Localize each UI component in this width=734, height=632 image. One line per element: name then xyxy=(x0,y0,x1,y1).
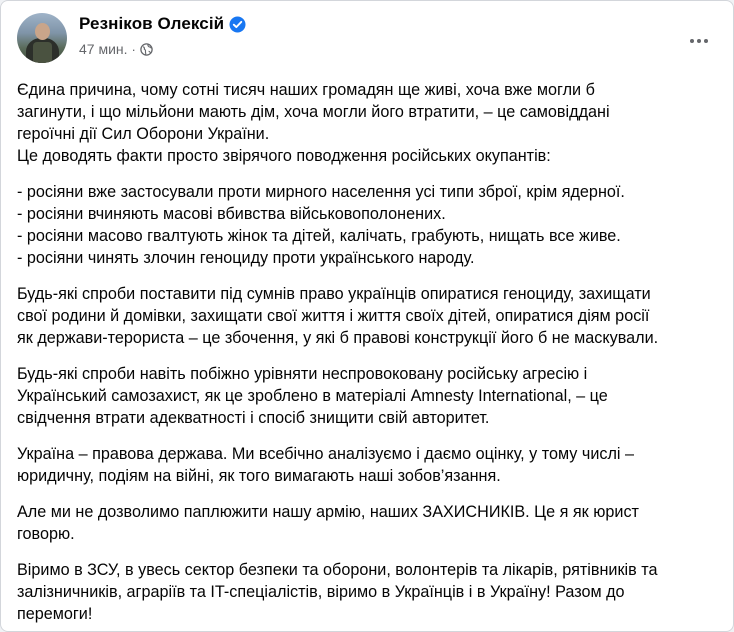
post-paragraph xyxy=(17,79,722,167)
post-header xyxy=(17,13,717,63)
text-line: перемоги! xyxy=(17,605,93,623)
text-line: залізничників, аграріїв та IT-спеціалістів, віримо в Українців і в Україну! Разом до xyxy=(17,583,625,601)
text-line: Але ми не дозволимо паплюжити нашу армію, наших ЗАХИСНИКІВ. Це я як юрист xyxy=(17,503,639,521)
text-line: - росіяни вчиняють масові вбивства військовополонених. xyxy=(17,205,446,223)
text-line: свої родини й домівки, захищати свої життя і життя своїх дітей, опиратися діям росії xyxy=(17,307,650,325)
post-paragraph xyxy=(17,181,722,269)
author-avatar[interactable] xyxy=(17,13,67,63)
post-paragraph xyxy=(17,363,722,429)
avatar-figure-vest xyxy=(33,42,52,63)
post-text xyxy=(17,79,722,632)
post-paragraph xyxy=(17,559,722,625)
text-line: - росіяни масово гвалтують жінок та дітей, калічать, грабують, нищать все живе. xyxy=(17,227,621,245)
text-line: Це доводять факти просто звірячого поводження російських окупантів: xyxy=(17,147,551,165)
post-paragraph xyxy=(17,283,722,349)
text-line: Будь-які спроби поставити під сумнів право українців опиратися геноциду, захищати xyxy=(17,285,651,303)
text-line: Віримо в ЗСУ, в увесь сектор безпеки та оборони, волонтерів та лікарів, рятівників та xyxy=(17,561,658,579)
text-line: Україна – правова держава. Ми всебічно аналізуємо і даємо оцінку, у тому числі – xyxy=(17,445,635,463)
more-options-button[interactable] xyxy=(681,23,717,59)
text-line: говорю. xyxy=(17,525,75,543)
globe-icon[interactable] xyxy=(140,43,153,56)
post-timestamp[interactable]: 47 мин. xyxy=(79,41,128,57)
avatar-figure-head xyxy=(35,23,50,40)
post-meta xyxy=(79,41,153,57)
verified-badge-icon xyxy=(229,16,246,33)
text-line: свідчення втрати адекватності і спосіб знищити свій авторитет. xyxy=(17,409,490,427)
post-paragraph xyxy=(17,443,722,487)
meta-separator: · xyxy=(131,41,136,57)
text-line: Український самозахист, як це зроблено в матеріалі Amnesty International, – це xyxy=(17,387,608,405)
text-line: - росіяни вже застосували проти мирного населення усі типи зброї, крім ядерної. xyxy=(17,183,625,201)
text-line: героїчні дії Сил Оборони України. xyxy=(17,125,270,143)
more-options-icon xyxy=(690,39,708,43)
text-line: Єдина причина, чому сотні тисяч наших громадян ще живі, хоча вже могли б xyxy=(17,81,595,99)
text-line: - росіяни чинять злочин геноциду проти українського народу. xyxy=(17,249,475,267)
text-line: загинути, і що мільйони мають дім, хоча могли його втратити, – це самовіддані xyxy=(17,103,610,121)
author-name[interactable]: Резніков Олексій xyxy=(79,14,225,33)
text-line: як держави-терориста – це збочення, у які б правові конструкції його б не маскували. xyxy=(17,329,659,347)
author-name-row xyxy=(79,14,246,34)
text-line: юридичну, подіям на війні, як того вимагають наші зобов’язання. xyxy=(17,467,501,485)
post-paragraph xyxy=(17,501,722,545)
text-line: Будь-які спроби навіть побіжно урівняти неспровоковану російську агресію і xyxy=(17,365,588,383)
